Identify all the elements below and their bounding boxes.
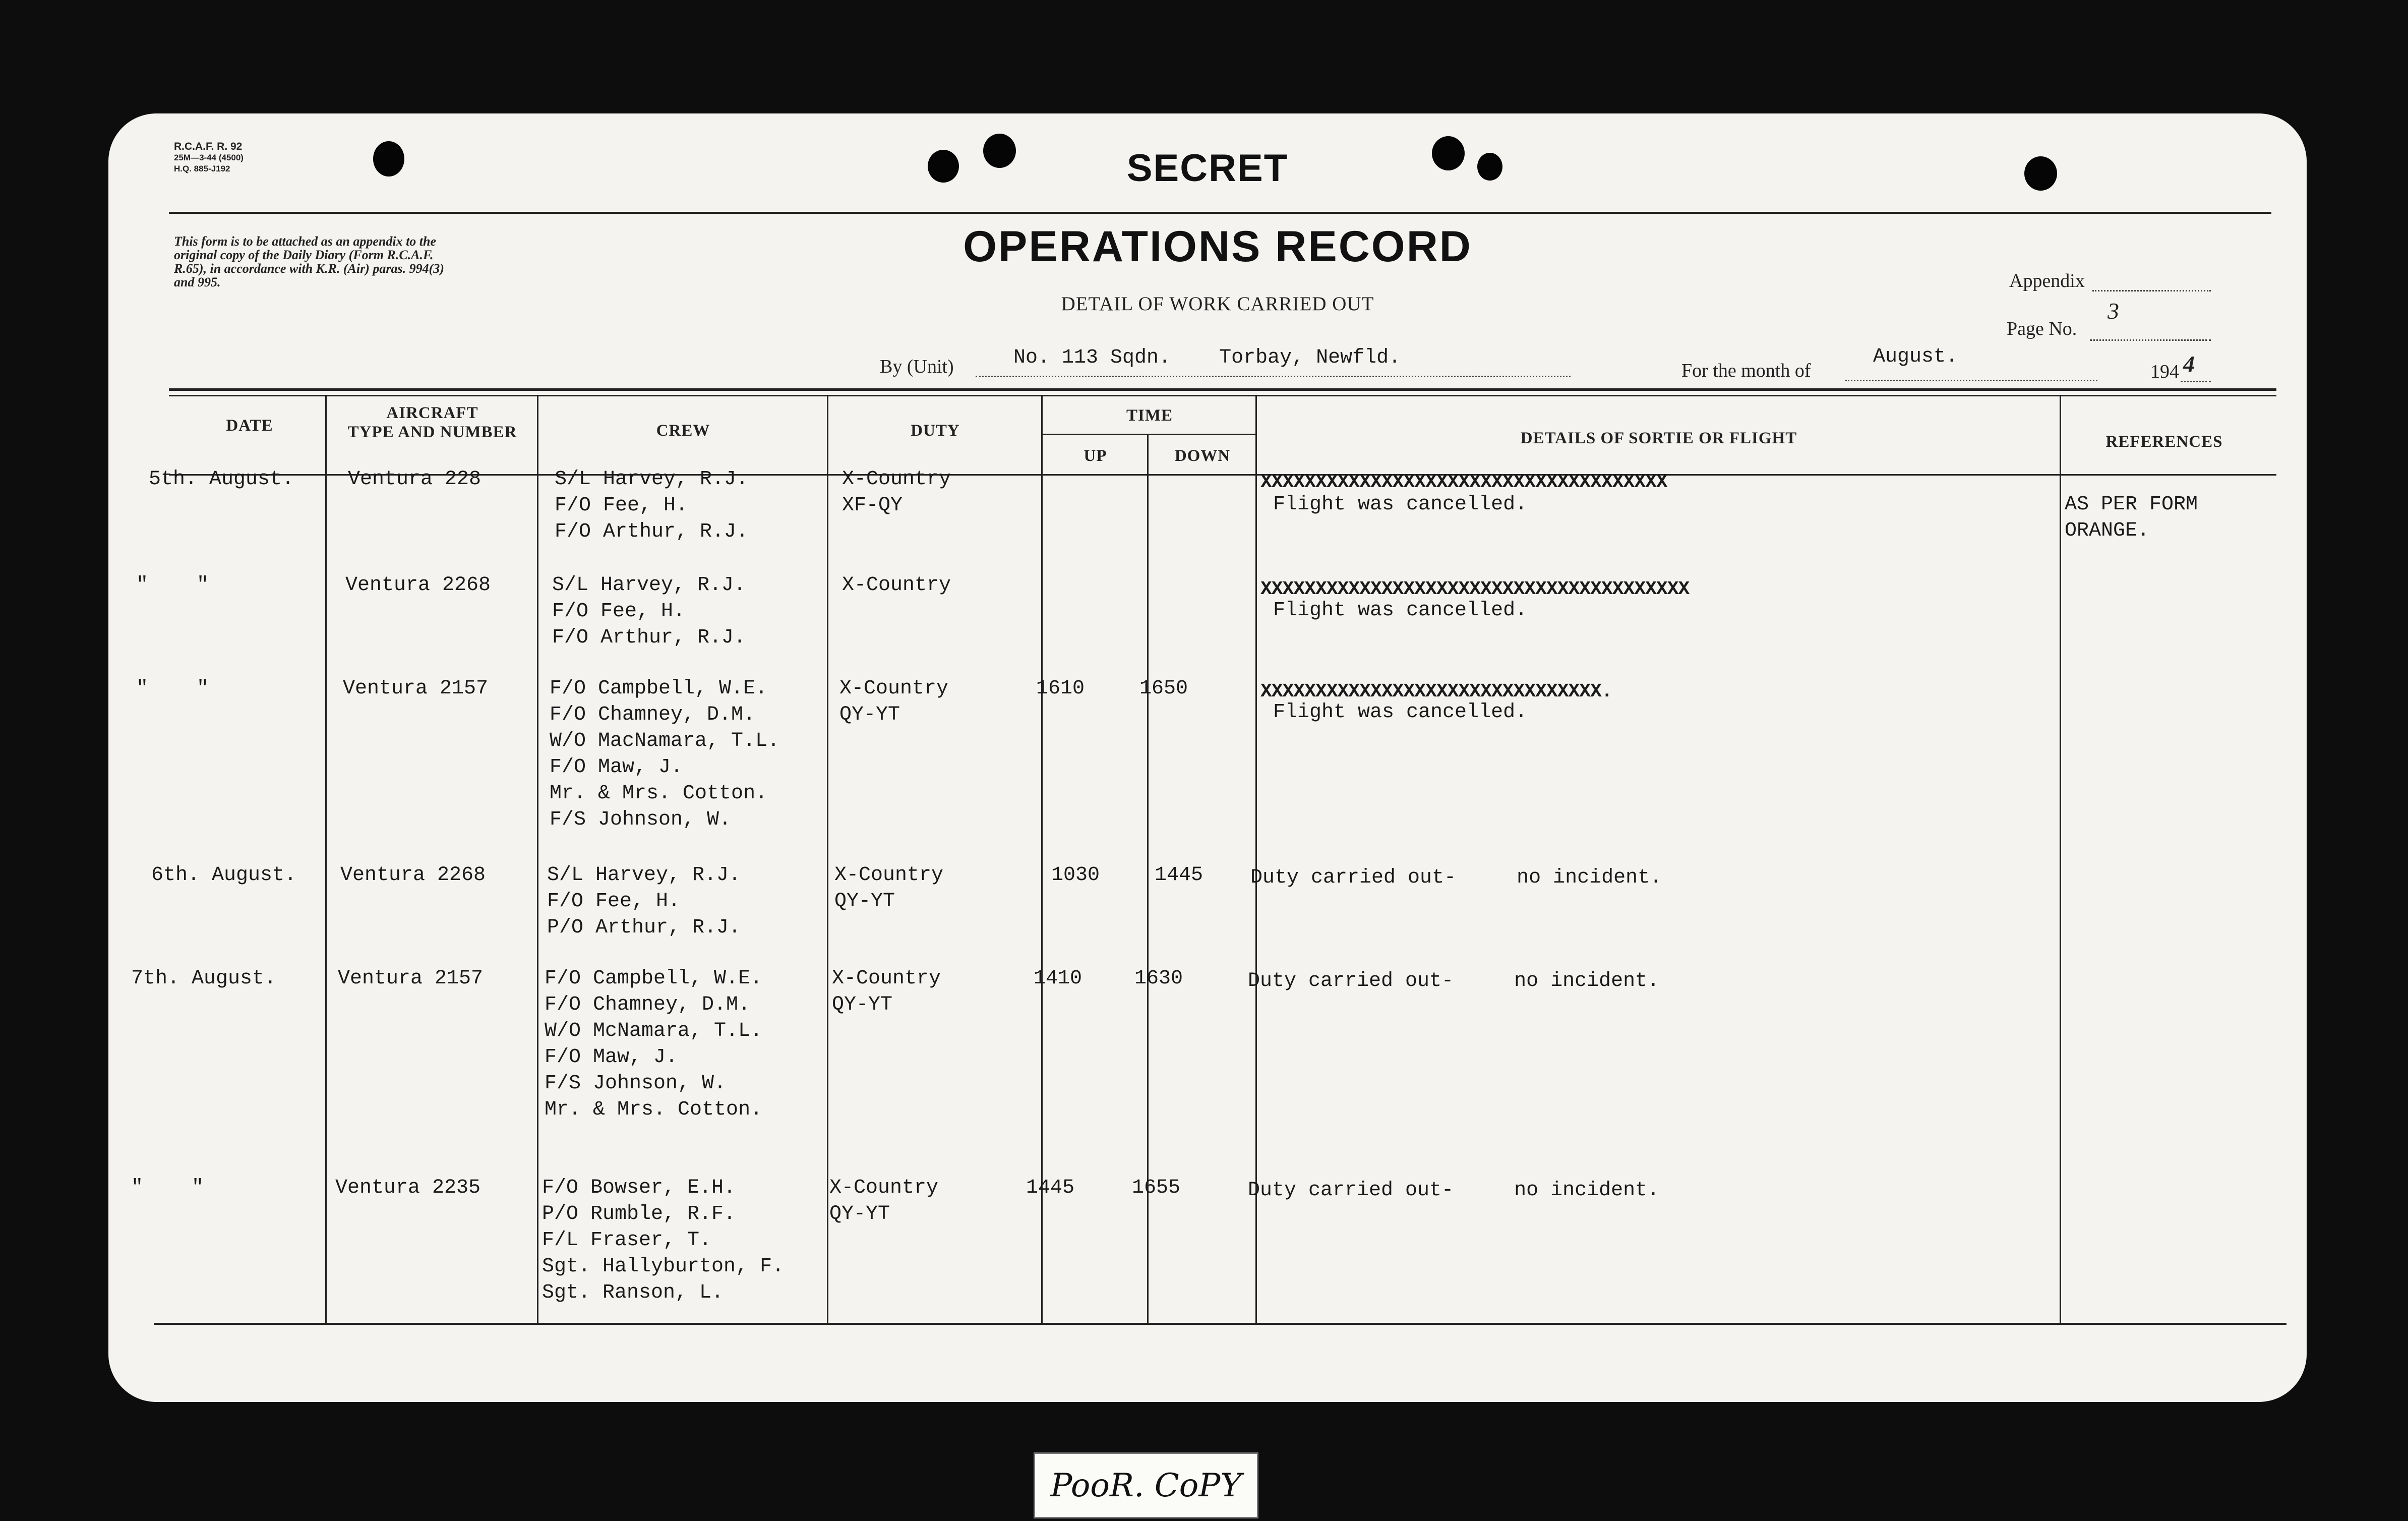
column-header-aircraft [328, 403, 537, 442]
row-duty: X-Country [842, 574, 951, 597]
appendix-field [2092, 290, 2211, 291]
row-duty: X-Country QY-YT [829, 1177, 939, 1225]
row-crew: F/O Bowser, E.H. P/O Rumble, R.F. F/L Fraser, T. Sgt. Hallyburton, F. Sgt. Ranson, L. [542, 1177, 785, 1304]
row-details: Flight was cancelled. [1273, 599, 1528, 622]
column-rule [325, 396, 327, 1324]
month-label: For the month of [1681, 360, 1811, 381]
page-title: OPERATIONS RECORD [963, 222, 1472, 271]
row-reference: AS PER FORM ORANGE. [2065, 493, 2198, 542]
top-rule [169, 212, 2271, 214]
unit-value: No. 113 Sqdn. Torbay, Newfld. [1013, 346, 1401, 369]
page-number-value: 3 [2108, 298, 2119, 324]
table-bottom-rule [154, 1323, 2286, 1325]
form-code-line: H.Q. 885-J192 [174, 164, 230, 173]
row-struck-text: XXXXXXXXXXXXXXXXXXXXXXXXXXXXXXXXXXXXX [1260, 472, 1667, 493]
row-aircraft: Ventura 2157 [338, 967, 484, 990]
row-time-up: 1030 [1051, 864, 1100, 887]
row-time-up: 1445 [1026, 1177, 1075, 1199]
column-rule [827, 396, 828, 1324]
row-aircraft: Ventura 2268 [345, 574, 491, 597]
column-header-date: DATE [226, 417, 273, 435]
form-instructions: This form is to be attached as an appendix to the original copy of the Daily Diary (Form R.C.A.F. R.65), in accordance with K.R. (Air) paras. 994(3) and 995. [174, 234, 444, 289]
form-code-line: R.C.A.F. R. 92 [174, 141, 243, 152]
row-details: Duty carried out- no incident. [1248, 970, 1660, 992]
page-subtitle: DETAIL OF WORK CARRIED OUT [1061, 293, 1374, 315]
column-header-details: DETAILS OF SORTIE OR FLIGHT [1520, 429, 1797, 447]
year-label: 194 [2150, 361, 2179, 382]
column-header-up: UP [1083, 447, 1107, 465]
row-aircraft: Ventura 2268 [340, 864, 486, 887]
column-header-time: TIME [1126, 406, 1173, 425]
column-rule [2060, 396, 2061, 1324]
row-date: " " [136, 677, 209, 700]
row-duty: X-Country QY-YT [839, 677, 949, 726]
secret-stamp: SECRET [1126, 147, 1289, 190]
unit-label: By (Unit) [880, 356, 954, 377]
row-details: Duty carried out- no incident. [1250, 866, 1662, 889]
column-header-aircraft-line: TYPE AND NUMBER [347, 423, 517, 441]
row-time-up: 1610 [1036, 677, 1085, 700]
column-header-duty: DUTY [911, 422, 960, 440]
unit-field [976, 376, 1571, 377]
row-crew: F/O Campbell, W.E. F/O Chamney, D.M. W/O McNamara, T.L. F/O Maw, J. F/S Johnson, W. Mr. & Mrs. Cotton. [545, 967, 763, 1121]
column-header-crew: CREW [656, 422, 710, 440]
row-time-down: 1630 [1134, 967, 1183, 990]
row-aircraft: Ventura 228 [348, 468, 481, 491]
year-field [2181, 381, 2211, 382]
row-date: " " [131, 1177, 204, 1199]
row-date: 6th. August. [151, 864, 297, 887]
row-details: Flight was cancelled. [1273, 493, 1528, 516]
handwritten-note: PooR. CoPY [1034, 1452, 1258, 1518]
row-aircraft: Ventura 2235 [335, 1177, 481, 1199]
row-crew: S/L Harvey, R.J. F/O Fee, H. F/O Arthur, R.J. [555, 468, 749, 543]
operations-record-form [108, 113, 2307, 1402]
row-details: Duty carried out- no incident. [1248, 1179, 1660, 1202]
row-struck-text: XXXXXXXXXXXXXXXXXXXXXXXXXXXXXXX. [1260, 681, 1612, 703]
binder-hole [928, 150, 959, 183]
form-code-line: 25M—3-44 (4500) [174, 153, 244, 162]
column-header-aircraft-line: AIRCRAFT [386, 404, 478, 422]
binder-hole [1477, 153, 1502, 181]
month-value: August. [1873, 345, 1958, 368]
row-time-down: 1650 [1139, 677, 1188, 700]
row-details: Flight was cancelled. [1273, 701, 1528, 724]
header-bottom-rule [169, 474, 2276, 476]
row-crew: S/L Harvey, R.J. F/O Fee, H. F/O Arthur, R.J. [552, 574, 746, 649]
row-date: 5th. August. [149, 468, 294, 491]
table-top-rule [169, 395, 2276, 396]
column-header-down: DOWN [1174, 447, 1231, 465]
row-date: " " [136, 574, 209, 597]
column-rule [537, 396, 538, 1324]
appendix-label: Appendix [2009, 270, 2085, 291]
row-time-down: 1445 [1155, 864, 1203, 887]
row-date: 7th. August. [131, 967, 277, 990]
row-duty: X-Country XF-QY [842, 468, 951, 517]
binder-hole [373, 141, 404, 177]
row-struck-text: XXXXXXXXXXXXXXXXXXXXXXXXXXXXXXXXXXXXXXX [1260, 578, 1690, 600]
row-aircraft: Ventura 2157 [343, 677, 489, 700]
column-header-references: REFERENCES [2105, 433, 2223, 451]
month-field [1845, 380, 2097, 381]
row-crew: S/L Harvey, R.J. F/O Fee, H. P/O Arthur, R.J. [547, 864, 741, 939]
binder-hole [2024, 156, 2057, 191]
row-duty: X-Country QY-YT [832, 967, 941, 1016]
binder-hole [983, 134, 1016, 168]
form-code [174, 141, 244, 174]
row-time-up: 1410 [1034, 967, 1082, 990]
row-crew: F/O Campbell, W.E. F/O Chamney, D.M. W/O MacNamara, T.L. F/O Maw, J. Mr. & Mrs. Cotton. F/S Johnson, W. [550, 677, 780, 831]
page-number-field [2090, 339, 2211, 341]
table-top-rule [169, 388, 2276, 391]
binder-hole [1432, 136, 1465, 170]
page-number-label: Page No. [2007, 318, 2077, 339]
row-duty: X-Country QY-YT [834, 864, 944, 913]
year-value: 4 [2183, 351, 2195, 377]
row-time-down: 1655 [1132, 1177, 1181, 1199]
